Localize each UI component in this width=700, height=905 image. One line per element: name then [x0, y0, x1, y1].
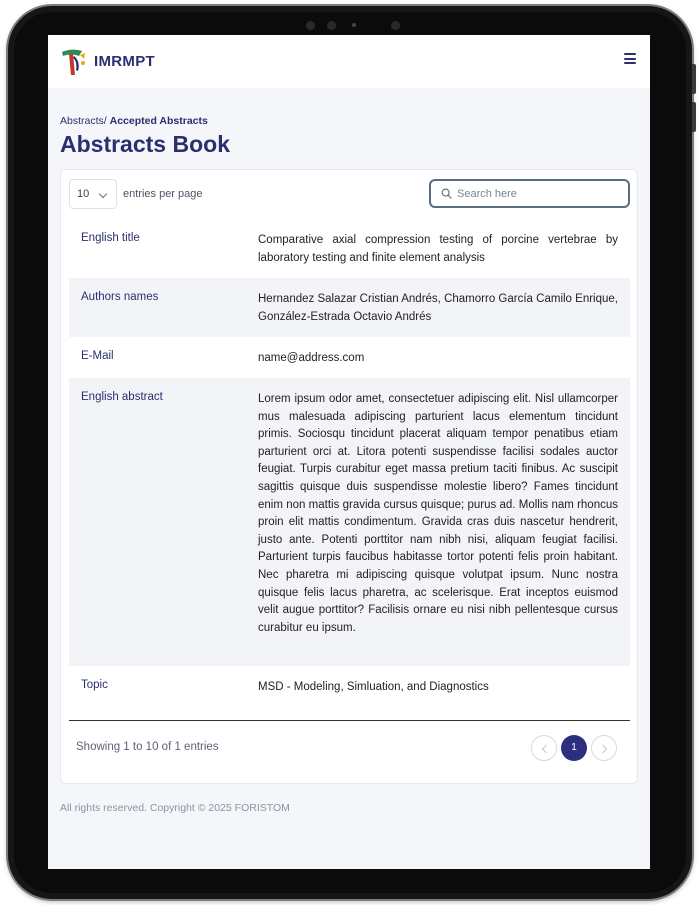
camera-dot — [391, 21, 400, 30]
table-row — [69, 278, 630, 337]
entries-summary: Showing 1 to 10 of 1 entries — [76, 741, 219, 753]
footer-copyright: All rights reserved. Copyright © 2025 FORISTOM — [60, 802, 290, 814]
chevron-left-icon — [542, 745, 550, 753]
screen — [48, 35, 650, 869]
search-input[interactable] — [457, 185, 622, 203]
camera-lens — [352, 23, 356, 27]
volume-button — [692, 64, 696, 94]
brand-name[interactable]: IMRMPT — [94, 53, 155, 70]
field-value: name@address.com — [258, 352, 365, 364]
previous-page-button[interactable] — [531, 735, 557, 761]
entries-per-page-label: entries per page — [123, 188, 203, 200]
logo-icon — [60, 47, 88, 77]
field-value: Lorem ipsum odor amet, consectetuer adipiscing elit. Nisl ullamcorper mus malesuada adipiscing parturient lacus elementum tincidunt primis. Sociosqu tincidunt placerat aliquam tempor penatibus etiam parturient orci at. Litora potenti suspendisse facilisi sodales auctor feugiat. Turpis curabitur eget massa pretium taciti finibus. Ac suscipit sagittis quisque duis suspendisse molestie libero? Fames tincidunt enim non mattis gravida cursus quisque; purus ad. Mollis nam rhoncus proin elit mattis condimentum. Gravida cras duis nascetur hendrerit, justo ante. Potenti porttitor nam nibh nisi, aliquam feugiat facilisi. Parturient turpis faucibus habitasse tortor potenti felis proin habitant. Nec pharetra mi adipiscing quisque volutpat ipsum. Nunc nostra quisque felis lacus pharetra, ac scelerisque. Erat inceptos euismod velit augue porttitor? Facilisis ornare eu nisi nibh pellentesque cursus curabitur eu ipsum. — [258, 393, 618, 634]
search-icon — [441, 188, 452, 199]
top-navbar — [48, 35, 650, 88]
abstract-card — [60, 169, 638, 784]
next-page-button[interactable] — [591, 735, 617, 761]
camera-dot — [306, 21, 315, 30]
table-row — [69, 337, 630, 378]
page-1-button[interactable]: 1 — [561, 735, 587, 761]
chevron-right-icon — [599, 745, 607, 753]
field-label: E-Mail — [81, 350, 114, 362]
breadcrumb-item-abstracts[interactable]: Abstracts — [60, 115, 104, 127]
breadcrumb-separator: / — [103, 115, 107, 127]
entries-per-page-select[interactable] — [69, 179, 117, 209]
breadcrumb-item-current: Accepted Abstracts — [109, 115, 208, 127]
table-row — [69, 378, 630, 666]
volume-button — [692, 102, 696, 132]
field-label: English abstract — [81, 391, 163, 403]
field-value: Comparative axial compression testing of porcine vertebrae by laboratory testing and finite element analysis — [258, 234, 618, 264]
field-label: Topic — [81, 679, 108, 691]
abstract-details-table — [69, 219, 630, 707]
menu-icon[interactable] — [624, 53, 636, 65]
field-value: Hernandez Salazar Cristian Andrés, Chamorro García Camilo Enrique, González-Estrada Octavio Andrés — [258, 293, 618, 323]
field-label: Authors names — [81, 291, 159, 303]
table-row — [69, 219, 630, 278]
field-value: MSD - Modeling, Simluation, and Diagnostics — [258, 681, 489, 693]
table-row — [69, 666, 630, 707]
camera-dot — [327, 21, 336, 30]
breadcrumb — [60, 115, 208, 127]
search-box[interactable] — [429, 179, 630, 208]
chevron-down-icon — [99, 190, 107, 198]
page-title: Abstracts Book — [60, 131, 230, 157]
table-divider — [69, 720, 630, 721]
field-label: English title — [81, 232, 140, 244]
entries-value: 10 — [77, 188, 90, 200]
